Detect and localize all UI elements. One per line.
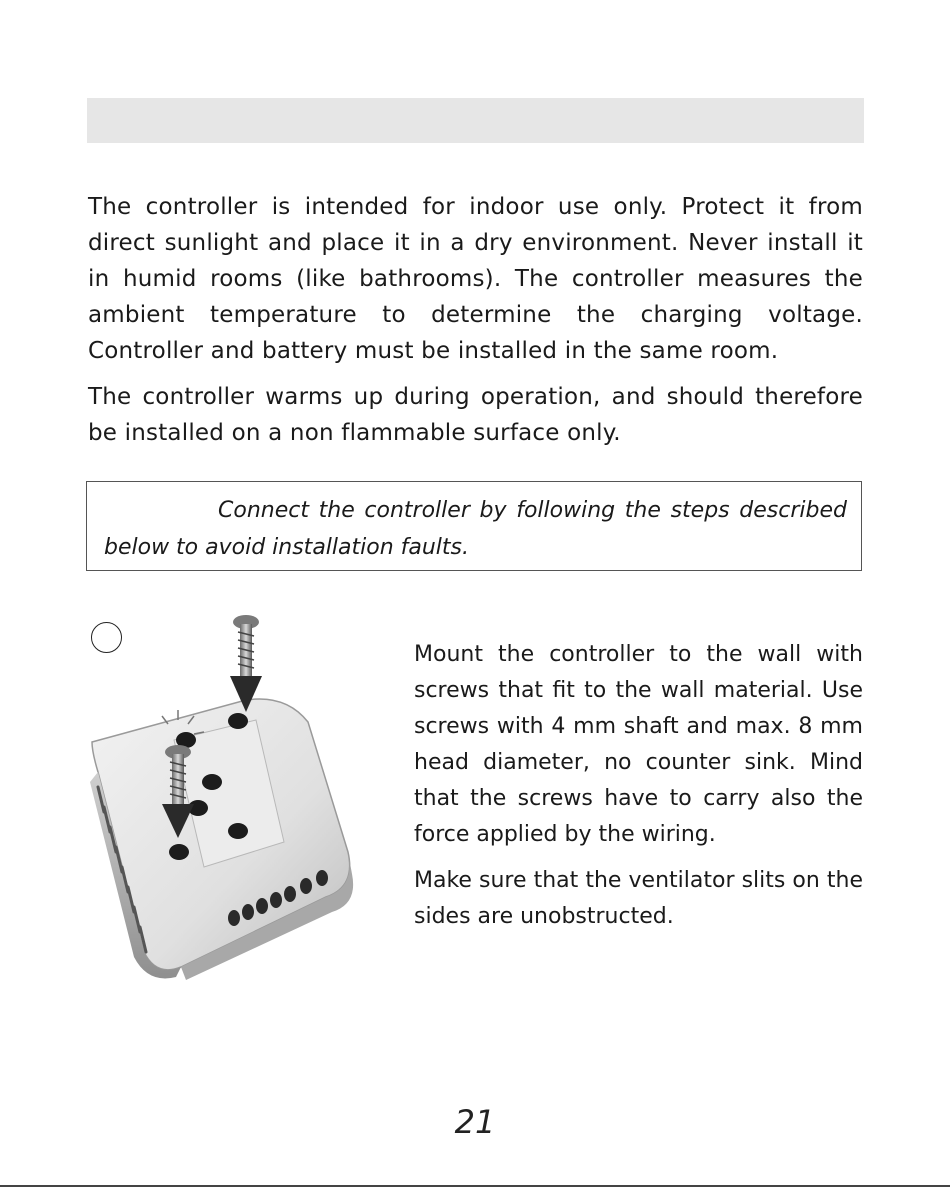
intro-paragraph: The controller is intended for indoor use only. Protect it from direct sunlight and place it in a dry environment. Never install it in humid rooms (like bathrooms). The controller measures the ambient temperature to determine the charging voltage. Controller and battery must be installed in the same room. — [88, 194, 863, 364]
installation-note-box — [86, 481, 862, 571]
page-number: 21 — [454, 1103, 496, 1141]
controller-mounting-illustration — [86, 612, 366, 982]
mounting-instructions: Mount the controller to the wall with screws that fit to the wall material. Use screws with 4 mm shaft and max. 8 mm head diameter, no counter sink. Mind that the screws have to carry also the force applied by the wiring. — [414, 642, 863, 847]
heat-warning-paragraph: The controller warms up during operation, and should therefore be installed on a non flammable surface only. — [88, 384, 863, 446]
section-header-bar — [87, 98, 864, 143]
screw-icon — [233, 615, 259, 676]
controller-body — [90, 699, 353, 980]
installation-note-text: Connect the controller by following the steps described below to avoid installation faults. — [104, 498, 847, 560]
page-bottom-rule — [0, 1185, 950, 1187]
ventilation-instructions: Make sure that the ventilator slits on the sides are unobstructed. — [414, 868, 863, 929]
